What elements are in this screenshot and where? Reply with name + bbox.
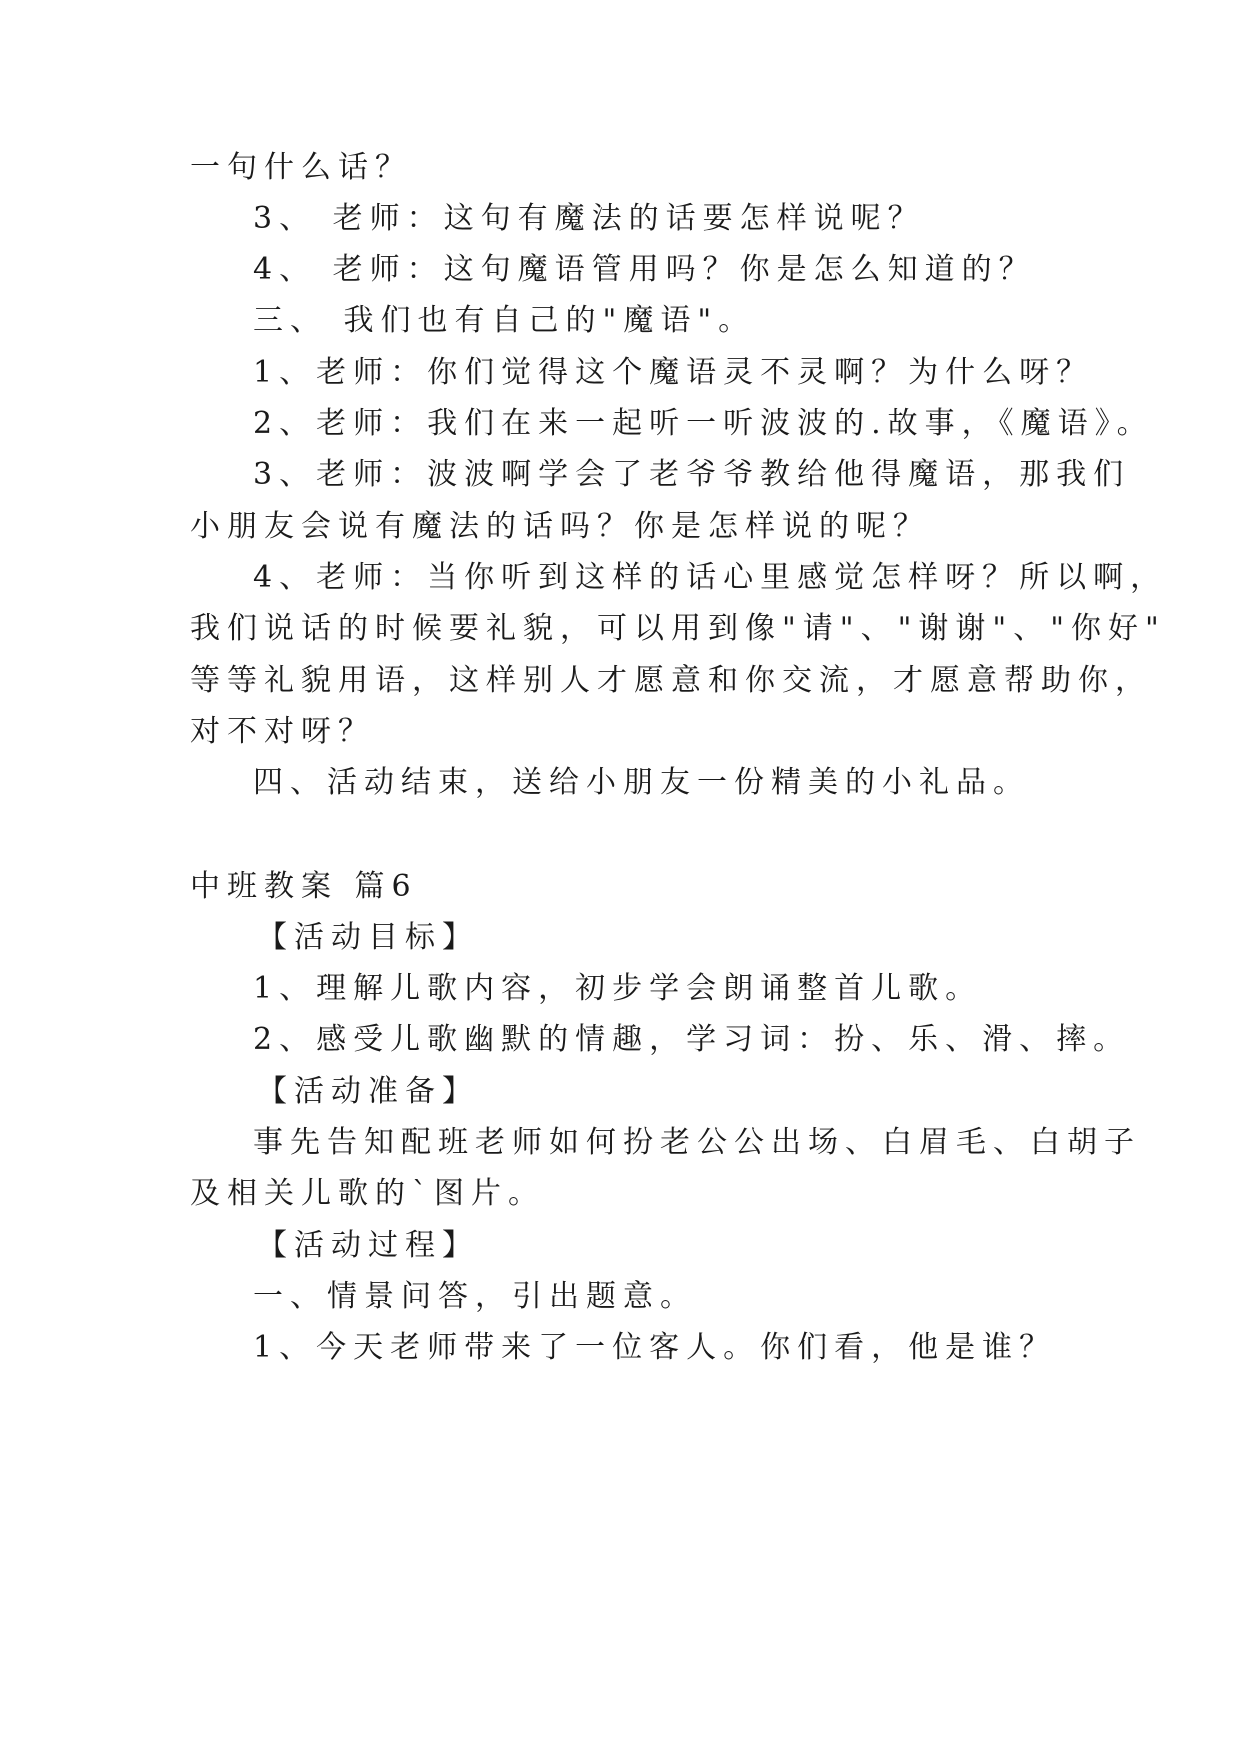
paragraph-line: 1、理解儿歌内容，初步学会朗诵整首儿歌。	[253, 971, 983, 1006]
lesson-title: 中班教案 篇6	[190, 869, 418, 904]
paragraph-line: 1、今天老师带来了一位客人。你们看，他是谁？	[253, 1330, 1057, 1365]
bracket-heading: 【活动过程】	[257, 1228, 479, 1263]
paragraph-line: 及相关儿歌的`图片。	[190, 1176, 545, 1211]
section-heading: 四、活动结束，送给小朋友一份精美的小礼品。	[253, 765, 1030, 800]
paragraph-line: 2、感受儿歌幽默的情趣，学习词：扮、乐、滑、摔。	[253, 1022, 1131, 1057]
paragraph-line: 4、老师：当你听到这样的话心里感觉怎样呀？所以啊，	[253, 560, 1168, 595]
paragraph-line: 一句什么话？	[190, 150, 412, 185]
bracket-heading: 【活动准备】	[257, 1074, 479, 1109]
paragraph-line: 小朋友会说有魔法的话吗？你是怎样说的呢？	[190, 509, 930, 544]
section-heading: 三、 我们也有自己的"魔语"。	[253, 303, 756, 338]
paragraph-line: 对不对呀？	[190, 714, 375, 749]
paragraph-line: 事先告知配班老师如何扮老公公出场、白眉毛、白胡子	[253, 1125, 1141, 1160]
paragraph-line: 3、 老师：这句有魔法的话要怎样说呢？	[253, 201, 925, 236]
paragraph-line: 3、老师：波波啊学会了老爷爷教给他得魔语，那我们	[253, 457, 1131, 492]
paragraph-line: 等等礼貌用语，这样别人才愿意和你交流，才愿意帮助你，	[190, 663, 1152, 698]
paragraph-line: 2、老师：我们在来一起听一听波波的.故事，《魔语》。	[253, 406, 1154, 441]
section-heading: 一、情景问答，引出题意。	[253, 1279, 697, 1314]
paragraph-line: 我们说话的时候要礼貌，可以用到像"请"、"谢谢"、"你好"	[190, 611, 1166, 646]
paragraph-line: 4、 老师：这句魔语管用吗？你是怎么知道的？	[253, 252, 1036, 287]
bracket-heading: 【活动目标】	[257, 920, 479, 955]
paragraph-line: 1、老师：你们觉得这个魔语灵不灵啊？为什么呀？	[253, 355, 1094, 390]
